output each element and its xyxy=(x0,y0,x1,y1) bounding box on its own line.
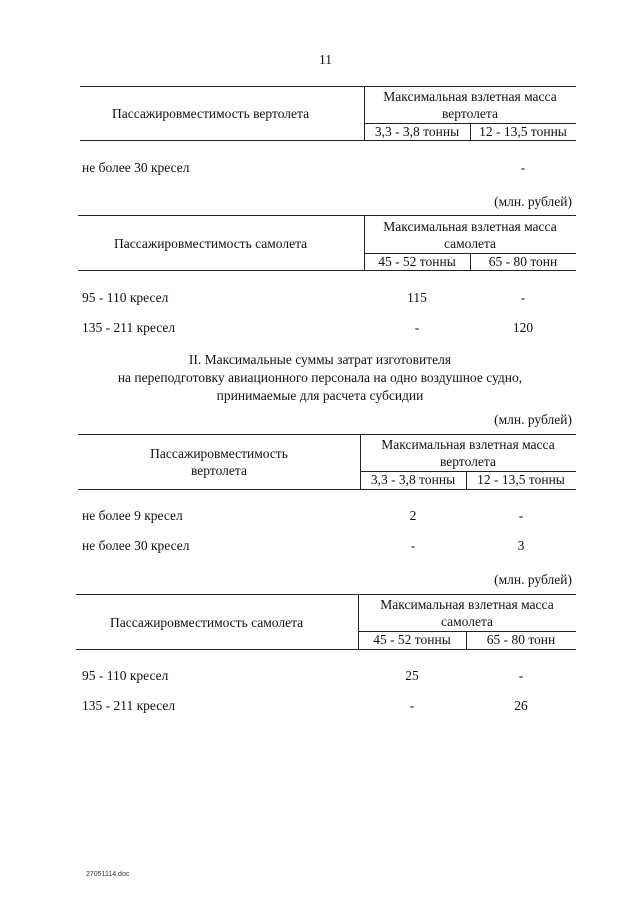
table4-top-rule xyxy=(76,594,576,595)
table2-row2-value-col2: 120 xyxy=(512,320,534,335)
section2-heading-line3: принимаемые для расчета субсидии xyxy=(216,388,424,403)
table1-col2-header: 12 - 13,5 тонны xyxy=(479,124,567,139)
table3-row2-value-col2: 3 xyxy=(517,538,525,553)
table4-row2-value-col2: 26 xyxy=(514,698,528,713)
table3-bottom-rule xyxy=(78,489,576,490)
table2-row1-label: 95 - 110 кресел xyxy=(82,290,169,305)
table2-row-header: Пассажировместимость самолета xyxy=(114,236,308,251)
table2-group-header-line2: самолета xyxy=(443,236,497,251)
unit-label-3: (млн. рублей) xyxy=(494,572,572,587)
table3-top-rule xyxy=(78,434,576,435)
table1-group-header-line2: вертолета xyxy=(442,106,498,121)
table2-col1-header: 45 - 52 тонны xyxy=(378,254,456,269)
table1-top-rule xyxy=(80,86,576,87)
table2-row2-label: 135 - 211 кресел xyxy=(82,320,176,335)
table3-col1-header: 3,3 - 3,8 тонны xyxy=(370,472,456,487)
table3-row2-label: не более 30 кресел xyxy=(82,538,190,553)
table2-col2-header: 65 - 80 тонн xyxy=(488,254,558,269)
table1-bottom-rule xyxy=(80,140,576,141)
table4-col1-header: 45 - 52 тонны xyxy=(373,632,451,647)
page-number: 11 xyxy=(319,52,332,67)
table3-group-header-line1: Максимальная взлетная масса xyxy=(381,437,555,452)
table1-row-label: не более 30 кресел xyxy=(82,160,190,175)
table2-bottom-rule xyxy=(78,270,576,271)
table4-col2-header: 65 - 80 тонн xyxy=(486,632,556,647)
table1-row-header: Пассажировместимость вертолета xyxy=(112,106,310,121)
table3-row2-value-col1: - xyxy=(410,538,416,553)
table1-group-header-line1: Максимальная взлетная масса xyxy=(383,89,557,104)
table3-row-header-line2: вертолета xyxy=(191,463,247,478)
table4-group-header-line1: Максимальная взлетная масса xyxy=(380,597,554,612)
section2-heading-line1: II. Максимальные суммы затрат изготовителя xyxy=(188,352,452,367)
table3-row-header-line1: Пассажировместимость xyxy=(150,446,288,461)
table3-row1-value-col1: 2 xyxy=(409,508,417,523)
section2-heading-line2: на переподготовку авиационного персонала на одно воздушное судно, xyxy=(117,370,523,385)
table4-group-header-line2: самолета xyxy=(440,614,494,629)
table1-col1-header: 3,3 - 3,8 тонны xyxy=(374,124,460,139)
table2-top-rule xyxy=(78,215,576,216)
table4-row2-label: 135 - 211 кресел xyxy=(82,698,176,713)
table2-row2-value-col1: - xyxy=(414,320,420,335)
document-filename: 27051114.doc xyxy=(86,871,130,878)
table3-group-header-line2: вертолета xyxy=(440,454,496,469)
table3-col2-header: 12 - 13,5 тонны xyxy=(477,472,565,487)
table4-row-header: Пассажировместимость самолета xyxy=(110,615,304,630)
table4-row2-value-col1: - xyxy=(409,698,415,713)
table1-row-value-col2: - xyxy=(520,160,526,175)
table2-row1-value-col1: 115 xyxy=(407,290,427,305)
table4-row1-label: 95 - 110 кресел xyxy=(82,668,169,683)
table4-bottom-rule xyxy=(76,649,576,650)
table3-row1-label: не более 9 кресел xyxy=(82,508,183,523)
table4-row1-value-col1: 25 xyxy=(405,668,419,683)
table3-row1-value-col2: - xyxy=(518,508,524,523)
unit-label-1: (млн. рублей) xyxy=(494,194,572,209)
table4-row1-value-col2: - xyxy=(518,668,524,683)
table2-group-header-line1: Максимальная взлетная масса xyxy=(383,219,557,234)
table2-row1-value-col2: - xyxy=(520,290,526,305)
unit-label-2: (млн. рублей) xyxy=(494,412,572,427)
